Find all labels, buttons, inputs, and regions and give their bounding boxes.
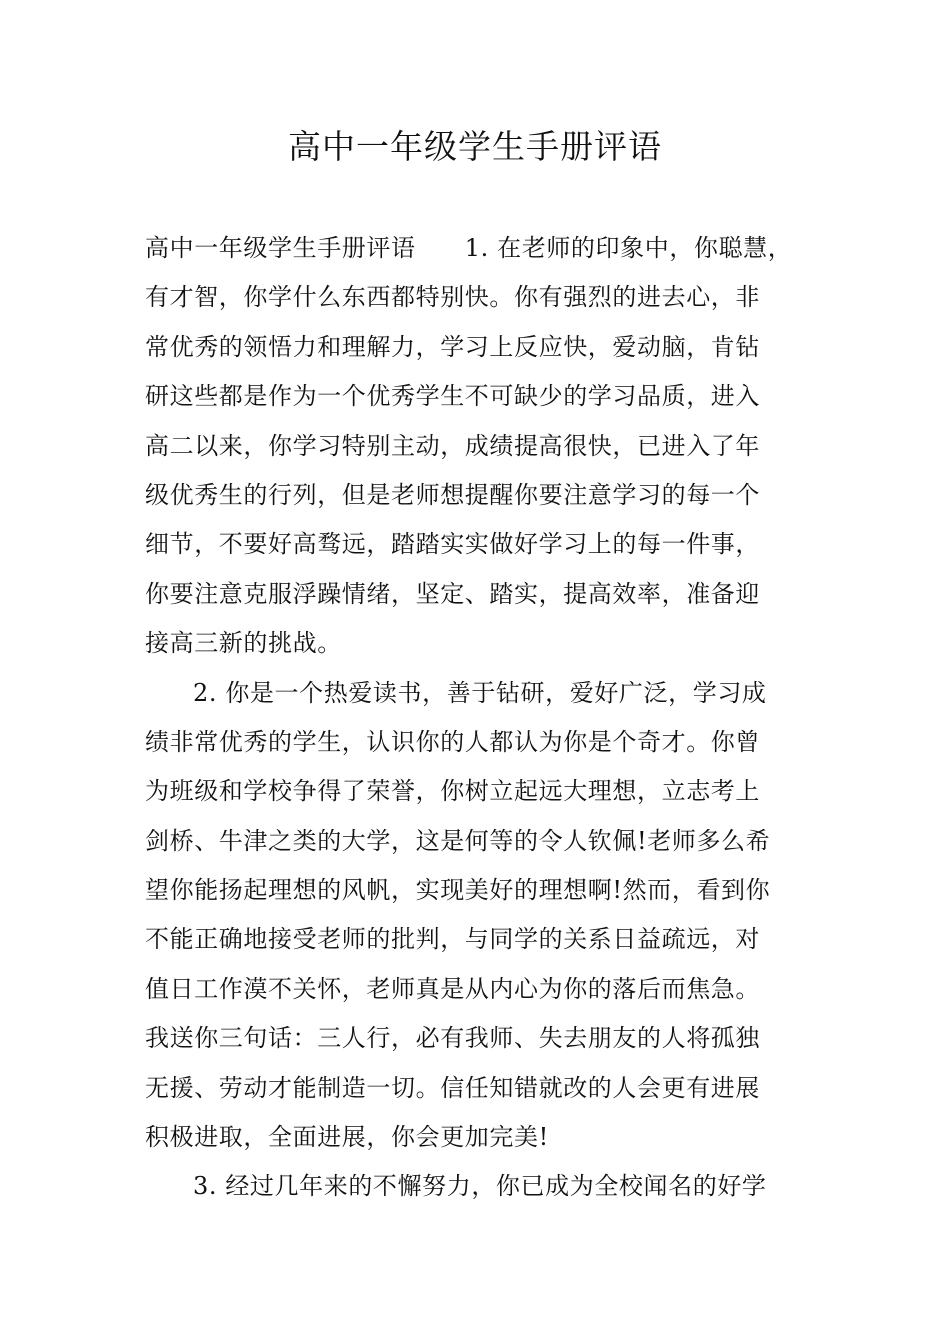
text-line: 无援、劳动才能制造一切。信任知错就改的人会更有进展	[145, 1073, 760, 1102]
text-line: 有才智，你学什么东西都特别快。你有强烈的进去心，非	[145, 283, 760, 312]
text-line: 2. 你是一个热爱读书，善于钻研，爱好广泛，学习成	[193, 678, 767, 707]
paragraph-2	[145, 669, 825, 1163]
text-line: 为班级和学校争得了荣誉，你树立起远大理想，立志考上	[145, 777, 760, 806]
text-line: 绩非常优秀的学生，认识你的人都认为你是个奇才。你曾	[145, 727, 760, 756]
text-line: 我送你三句话：三人行，必有我师、失去朋友的人将孤独	[145, 1024, 760, 1053]
text-line: 常优秀的领悟力和理解力，学习上反应快，爱动脑，肯钻	[145, 332, 760, 361]
text-line: 研这些都是作为一个优秀学生不可缺少的学习品质，进入	[145, 382, 760, 411]
text-line: 值日工作漠不关怀，老师真是从内心为你的落后而焦急。	[145, 974, 760, 1003]
text-line: 你要注意克服浮躁情绪，坚定、踏实，提高效率，准备迎	[145, 579, 760, 608]
paragraph-3	[145, 1162, 825, 1211]
document-body	[145, 224, 825, 1212]
text-line: 积极进取，全面进展，你会更加完美!	[145, 1123, 549, 1152]
text-line: 望你能扬起理想的风帆，实现美好的理想啊!然而，看到你	[145, 876, 771, 905]
text-line: 高中一年级学生手册评语 1. 在老师的印象中，你聪慧，	[145, 234, 793, 262]
text-line: 不能正确地接受老师的批判，与同学的关系日益疏远，对	[145, 925, 760, 954]
text-line: 细节，不要好高骛远，踏踏实实做好学习上的每一件事，	[145, 530, 760, 559]
text-line: 级优秀生的行列，但是老师想提醒你要注意学习的每一个	[145, 480, 760, 509]
document-title: 高中一年级学生手册评语	[288, 127, 662, 166]
text-line: 接高三新的挑战。	[145, 629, 342, 658]
text-line: 3. 经过几年来的不懈努力，你已成为全校闻名的好学	[193, 1172, 767, 1201]
text-line: 高二以来，你学习特别主动，成绩提高很快，已进入了年	[145, 431, 760, 460]
text-line: 剑桥、牛津之类的大学，这是何等的令人钦佩!老师多么希	[145, 826, 771, 855]
paragraph-1	[145, 224, 825, 669]
